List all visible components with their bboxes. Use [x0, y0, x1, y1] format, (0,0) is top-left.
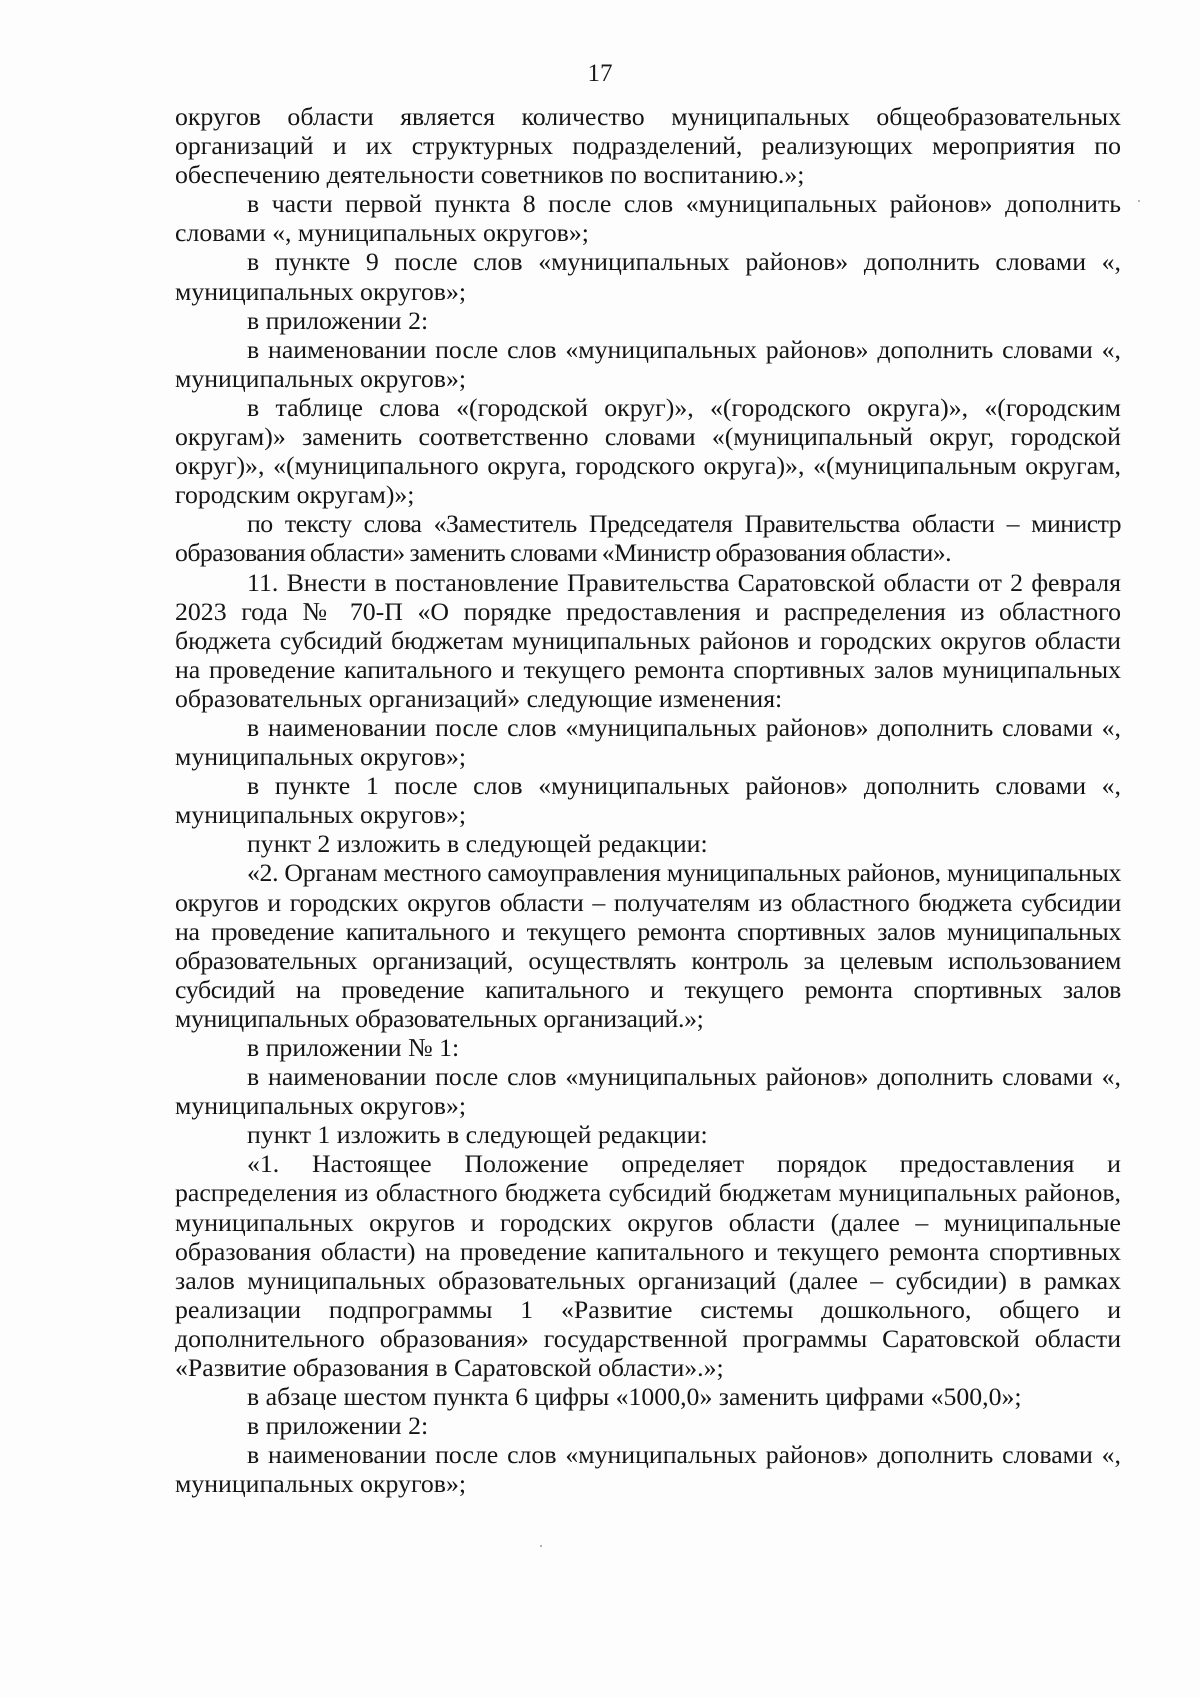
paragraph: «2. Органам местного самоуправления муниципальных районов, муниципальных округов и городских округов области – получателям из областного бюджета субсидии на проведение капитального и текущего ремонта спортивных залов муниципальных образовательных организаций, осуществлять контроль за целевым использованием субсидий на проведение капитального и текущего ремонта спортивных залов муниципальных образовательных организаций.»;: [175, 858, 1121, 1033]
paragraph: в части первой пункта 8 после слов «муниципальных районов» дополнить словами «, муниципальных округов»;: [175, 189, 1121, 248]
paragraph: 11. Внести в постановление Правительства Саратовской области от 2 февраля 2023 года № 70-П «О порядке предоставления и распределения из областного бюджета субсидий бюджетам муниципальных районов и городских округов области на проведение капитального и текущего ремонта спортивных залов муниципальных образовательных организаций» следующие изменения:: [175, 567, 1121, 713]
paragraph: в наименовании после слов «муниципальных районов» дополнить словами «, муниципальных округов»;: [175, 334, 1121, 393]
paragraph: пункт 1 изложить в следующей редакции:: [247, 1120, 708, 1150]
paragraph: в приложении 2:: [247, 1411, 429, 1441]
paragraph: в таблице слова «(городской округ)», «(городского округа)», «(городским округам)» заменить соответственно словами «(муниципальный округ, городской округ)», «(муниципального округа, городского округа)», «(муниципальным округам, городским округам)»;: [175, 392, 1121, 510]
paragraph: в наименовании после слов «муниципальных районов» дополнить словами «, муниципальных округов»;: [175, 712, 1121, 772]
scan-speck: [1138, 200, 1140, 202]
paragraph: «1. Настоящее Положение определяет порядок предоставления и распределения из областного бюджета субсидий бюджетам муниципальных районов, муниципальных округов и городских округов области (далее – муниципальные образования области) на проведение капитального и текущего ремонта спортивных залов муниципальных образовательных организаций (далее – субсидии) в рамках реализации подпрограммы 1 «Развитие системы дошкольного, общего и дополнительного образования» государственной программы Саратовской области «Развитие образования в Саратовской области».»;: [175, 1149, 1121, 1383]
paragraph: пункт 2 изложить в следующей редакции:: [247, 829, 708, 859]
page-number: 17: [587, 60, 613, 87]
paragraph: в наименовании после слов «муниципальных районов» дополнить словами «, муниципальных округов»;: [175, 1062, 1121, 1121]
scan-speck: [540, 1545, 542, 1547]
paragraph: в приложении № 1:: [247, 1033, 460, 1062]
paragraph: по тексту слова «Заместитель Председателя Правительства области – министр образования области» заменить словами «Министр образования области».: [175, 509, 1121, 568]
paragraph: округов области является количество муниципальных общеобразовательных организаций и их структурных подразделений, реализующих мероприятия по обеспечению деятельности советников по воспитанию.»;: [175, 102, 1121, 190]
paragraph: в пункте 1 после слов «муниципальных районов» дополнить словами «, муниципальных округов»;: [175, 771, 1121, 830]
paragraph: в приложении 2:: [247, 305, 429, 335]
paragraph: в пункте 9 после слов «муниципальных районов» дополнить словами «, муниципальных округов»;: [175, 247, 1121, 306]
paragraph: в наименовании после слов «муниципальных районов» дополнить словами «, муниципальных округов»;: [175, 1440, 1121, 1499]
document-body: [175, 102, 1121, 1499]
paragraph: в абзаце шестом пункта 6 цифры «1000,0» заменить цифрами «500,0»;: [247, 1382, 1022, 1412]
